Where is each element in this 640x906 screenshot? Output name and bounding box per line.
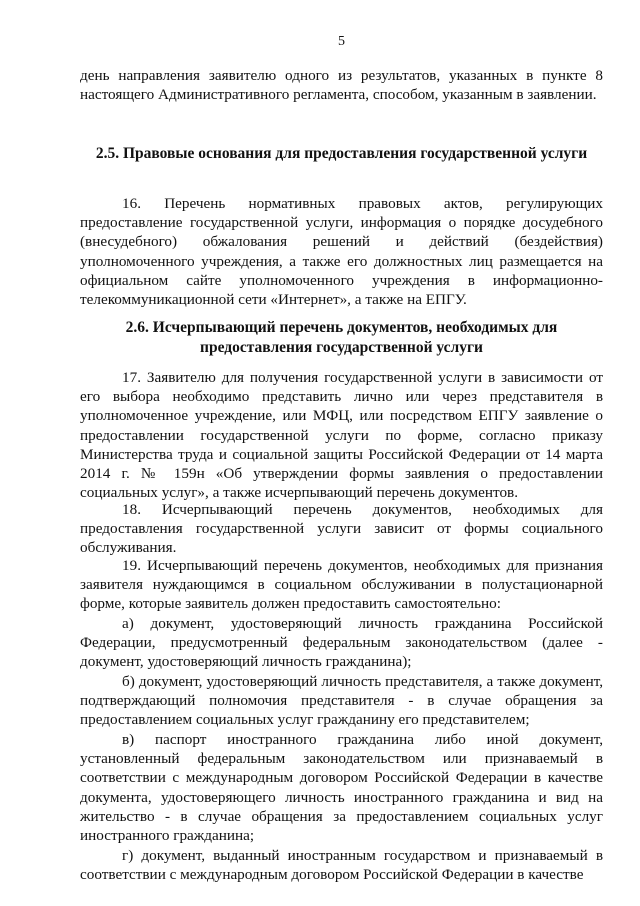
paragraph-19: 19. Исчерпывающий перечень документов, необходимых для признания заявителя нуждающимся в социальном обслуживании в полустационарной форме, которые заявитель должен предоставить самостоятельно: [80,557,603,613]
page-number: 5 [338,34,345,49]
paragraph-18: 18. Исчерпывающий перечень документов, необходимых для предоставления государственной услуги зависит от формы социального обслуживания. [80,501,603,557]
section-heading-2-5: 2.5. Правовые основания для предоставления государственной услуги [95,145,588,162]
list-item-a: а) документ, удостоверяющий личность гражданина Российской Федерации, предусмотренный федеральным законодательством (далее - документ, удостоверяющий личность гражданина); [80,615,603,671]
paragraph-16: 16. Перечень нормативных правовых актов, регулирующих предоставление государственной услуги, информация о порядке досудебного (внесудебного) обжалования решений и действий (бездействия) уполномоченного учреждения, а также его должностных лиц размещается на официальном сайте уполномоченного учреждения в информационно-телекоммуникационной сети «Интернет», а также на ЕПГУ. [80,195,603,309]
list-item-g: г) документ, выданный иностранным государством и признаваемый в соответствии с международным договором Российской Федерации в качестве [80,847,603,884]
list-item-v: в) паспорт иностранного гражданина либо иной документ, установленный федеральным законодательством или признаваемый в соответствии с международным договором Российской Федерации в качестве документа, удостоверяющего личность иностранного гражданина и вид на жительство - в случае обращения за предоставлением социальных услуг иностранного гражданина; [80,731,603,845]
list-item-b: б) документ, удостоверяющий личность представителя, а также документ, подтверждающий полномочия представителя - в случае обращения за предоставлением социальных услуг гражданину его представителем; [80,673,603,729]
section-heading-2-6: 2.6. Исчерпывающий перечень документов, необходимых для предоставления государственной услуги [125,319,558,356]
paragraph-17: 17. Заявителю для получения государственной услуги в зависимости от его выбора необходимо представить лично или через представителя в уполномоченное учреждение, или МФЦ, или посредством ЕПГУ заявление о предоставлении государственной услуги по форме, согласно приказу Министерства труда и социальной защиты Российской Федерации от 14 марта 2014 г. № 159н «Об утверждении формы заявления о предоставлении социальных услуг», а также исчерпывающий перечень документов. [80,369,603,502]
paragraph-intro: день направления заявителю одного из результатов, указанных в пункте 8 настоящего Административного регламента, способом, указанным в заявлении. [80,67,603,104]
